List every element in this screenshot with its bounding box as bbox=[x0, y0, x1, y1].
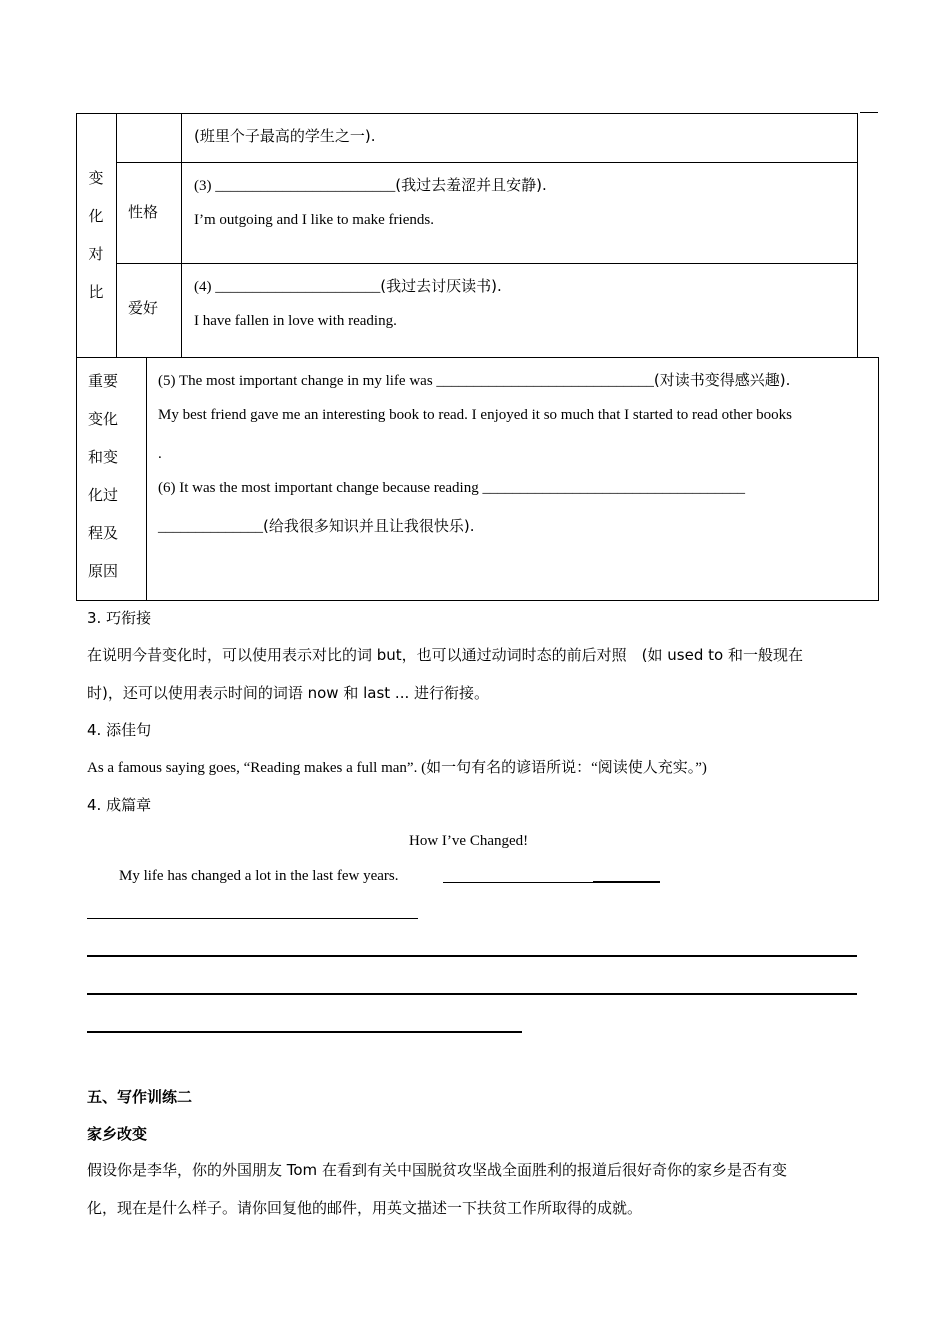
writing-line[interactable] bbox=[87, 955, 857, 957]
label-line: 变化 bbox=[88, 410, 119, 428]
answer-blank[interactable]: ______________________ bbox=[215, 279, 381, 295]
famous-saying: As a famous saying goes, “Reading makes a full man”. (如一句有名的谚语所说：“阅读使人充实。”) bbox=[87, 760, 707, 776]
answer-blank[interactable]: ___________________________________ bbox=[482, 480, 745, 496]
item6-line bbox=[158, 479, 745, 497]
item-number: (4) bbox=[194, 279, 216, 295]
writing-line[interactable] bbox=[87, 993, 857, 995]
group-label-char: 比 bbox=[88, 283, 104, 301]
item5-line bbox=[158, 371, 790, 390]
item6-prefix: (6) It was the most important change because reading bbox=[158, 480, 483, 496]
answer-blank[interactable]: _____________________________ bbox=[436, 373, 654, 389]
label-line: 程及 bbox=[88, 524, 119, 542]
hint-text: (对读书变得感兴趣). bbox=[653, 371, 791, 389]
section5-heading: 五、写作训练二 bbox=[87, 1088, 193, 1106]
category-hobby: 爱好 bbox=[128, 299, 159, 317]
section3-para-line1: 在说明今昔变化时，可以使用表示对比的词 but，也可以通过动词时态的前后对照 (如 used to 和一般现在 bbox=[87, 646, 803, 664]
answer-blank[interactable]: ________________________ bbox=[215, 178, 396, 194]
section5-para-line2: 化，现在是什么样子。请你回复他的邮件，用英文描述一下扶贫工作所取得的成就。 bbox=[87, 1199, 643, 1217]
section4b-heading: 4. 成篇章 bbox=[87, 796, 152, 814]
item6-line2 bbox=[158, 517, 474, 536]
row0-content: (班里个子最高的学生之一). bbox=[194, 127, 376, 145]
item5-detail: My best friend gave me an interesting book to read. I enjoyed it so much that I started to read other books bbox=[158, 407, 792, 423]
section5-subheading: 家乡改变 bbox=[87, 1125, 148, 1143]
essay-title: How I’ve Changed! bbox=[409, 833, 529, 849]
group-label-char: 对 bbox=[88, 245, 104, 263]
writing-line[interactable] bbox=[443, 882, 593, 883]
section5-para-line1: 假设你是李华，你的外国朋友 Tom 在看到有关中国脱贫攻坚战全面胜利的报道后很好奇你的家乡是否有变 bbox=[87, 1161, 787, 1179]
writing-line[interactable] bbox=[87, 1031, 522, 1033]
answer-blank[interactable]: ______________ bbox=[158, 519, 263, 535]
category-personality: 性格 bbox=[128, 203, 159, 221]
item5-detail-end: . bbox=[158, 446, 162, 462]
section3-heading: 3. 巧衔接 bbox=[87, 609, 152, 627]
essay-start: My life has changed a lot in the last few years. bbox=[119, 868, 399, 884]
section4a-heading: 4. 添佳句 bbox=[87, 721, 152, 739]
group-label-char: 化 bbox=[88, 207, 104, 225]
row2-line1 bbox=[194, 277, 502, 296]
item-number: (3) bbox=[194, 178, 216, 194]
label-line: 原因 bbox=[88, 562, 119, 580]
label-line: 和变 bbox=[88, 448, 119, 466]
writing-line[interactable] bbox=[87, 918, 418, 919]
row1-line2: I’m outgoing and I like to make friends. bbox=[194, 212, 434, 228]
item5-prefix: (5) The most important change in my life was bbox=[158, 373, 437, 389]
hint-text: (给我很多知识并且让我很快乐). bbox=[263, 517, 475, 535]
writing-line[interactable] bbox=[593, 881, 660, 883]
section3-para-line2: 时)，还可以使用表示时间的词语 now 和 last ... 进行衔接。 bbox=[87, 684, 490, 702]
group-label-char: 变 bbox=[88, 169, 104, 187]
label-line: 重要 bbox=[88, 372, 119, 390]
label-line: 化过 bbox=[88, 486, 119, 504]
row1-line1 bbox=[194, 176, 547, 195]
hint-text: (我过去羞涩并且安静). bbox=[395, 176, 547, 194]
hint-text: (我过去讨厌读书). bbox=[380, 277, 502, 295]
row2-line2: I have fallen in love with reading. bbox=[194, 313, 397, 329]
